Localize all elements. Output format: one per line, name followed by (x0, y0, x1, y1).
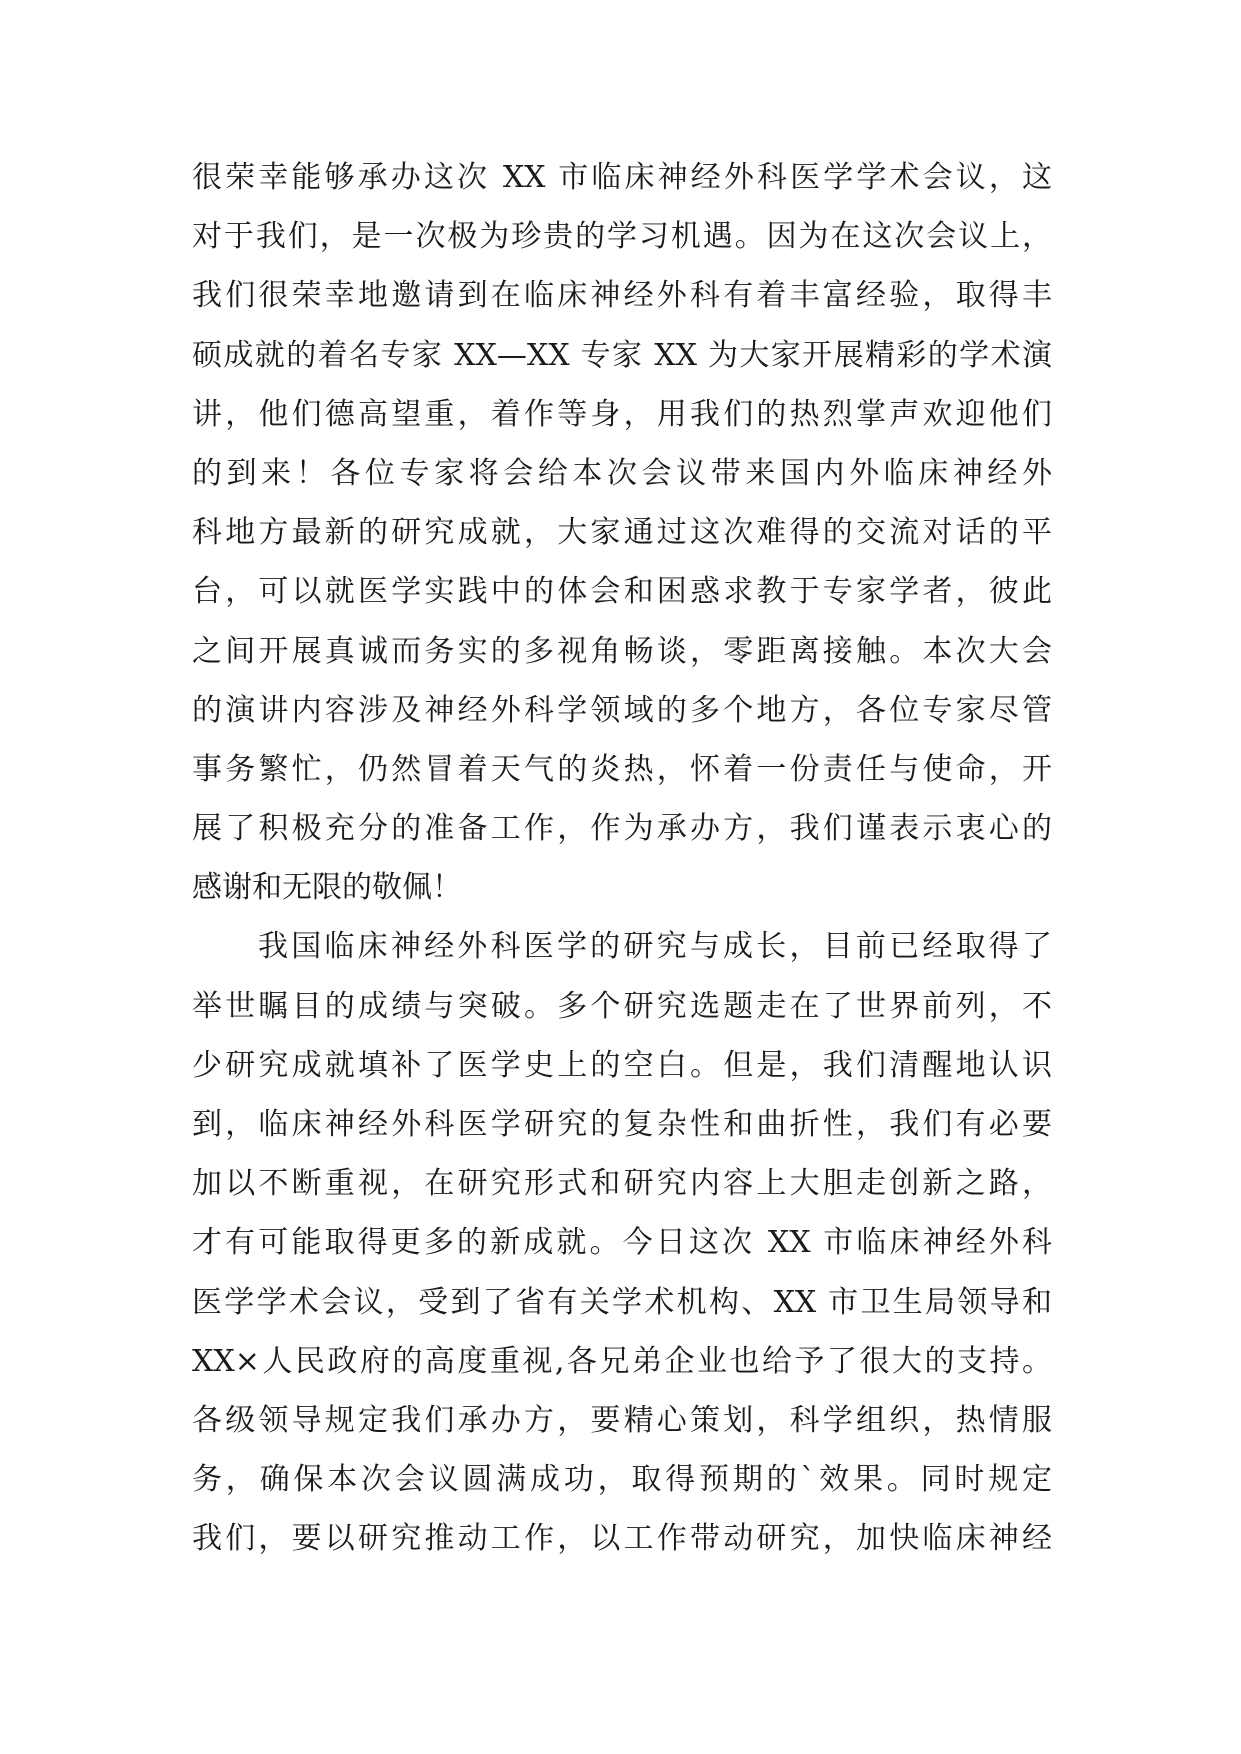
paragraph-1 (192, 158, 1052, 927)
text-line: 举世瞩目的成绩与突破。多个研究选题走在了世界前列，不 (192, 988, 1052, 1024)
text-line: 的演讲内容涉及神经外科学领域的多个地方，各位专家尽管 (192, 692, 1052, 728)
text-line: 我们很荣幸地邀请到在临床神经外科有着丰富经验，取得丰 (192, 278, 1052, 314)
text-line: 很荣幸能够承办这次 XX 市临床神经外科医学学术会议，这 (192, 160, 1052, 195)
paragraph-2 (192, 927, 1052, 1578)
text-line: 感谢和无限的敬佩！ (192, 870, 462, 906)
text-line: 之间开展真诚而务实的多视角畅谈，零距离接触。本次大会 (192, 633, 1052, 669)
text-line: 才有可能取得更多的新成就。今日这次 XX 市临床神经外科 (192, 1225, 1052, 1261)
text-line: 对于我们，是一次极为珍贵的学习机遇。因为在这次会议上， (192, 219, 1052, 255)
text-line: 硕成就的着名专家 XX—XX 专家 XX 为大家开展精彩的学术演 (192, 337, 1052, 373)
text-line: 务，确保本次会议圆满成功，取得预期的`效果。同时规定 (192, 1462, 1052, 1498)
text-line: 各级领导规定我们承办方，要精心策划，科学组织，热情服 (192, 1402, 1052, 1438)
text-line: 少研究成就填补了医学史上的空白。但是，我们清醒地认识 (192, 1047, 1052, 1083)
body-text (192, 158, 1052, 1579)
text-line: 事务繁忙，仍然冒着天气的炎热，怀着一份责任与使命，开 (192, 751, 1052, 787)
text-line: 到，临床神经外科医学研究的复杂性和曲折性，我们有必要 (192, 1107, 1052, 1142)
text-line: 展了积极充分的准备工作，作为承办方，我们谨表示衷心的 (192, 811, 1052, 847)
text-line: 加以不断重视，在研究形式和研究内容上大胆走创新之路， (192, 1166, 1052, 1202)
text-line: 医学学术会议，受到了省有关学术机构、XX 市卫生局领导和 (192, 1284, 1052, 1320)
text-line: 讲，他们德高望重，着作等身，用我们的热烈掌声欢迎他们 (192, 396, 1052, 432)
text-line: 台，可以就医学实践中的体会和困惑求教于专家学者，彼此 (192, 574, 1052, 610)
text-line: XX×人民政府的高度重视,各兄弟企业也给予了很大的支持。 (192, 1343, 1052, 1379)
text-line: 的到来！各位专家将会给本次会议带来国内外临床神经外 (192, 455, 1052, 491)
text-line: 我国临床神经外科医学的研究与成长，目前已经取得了 (258, 929, 1052, 965)
text-line: 我们，要以研究推动工作，以工作带动研究，加快临床神经 (192, 1521, 1052, 1557)
text-line: 科地方最新的研究成就，大家通过这次难得的交流对话的平 (192, 515, 1052, 551)
